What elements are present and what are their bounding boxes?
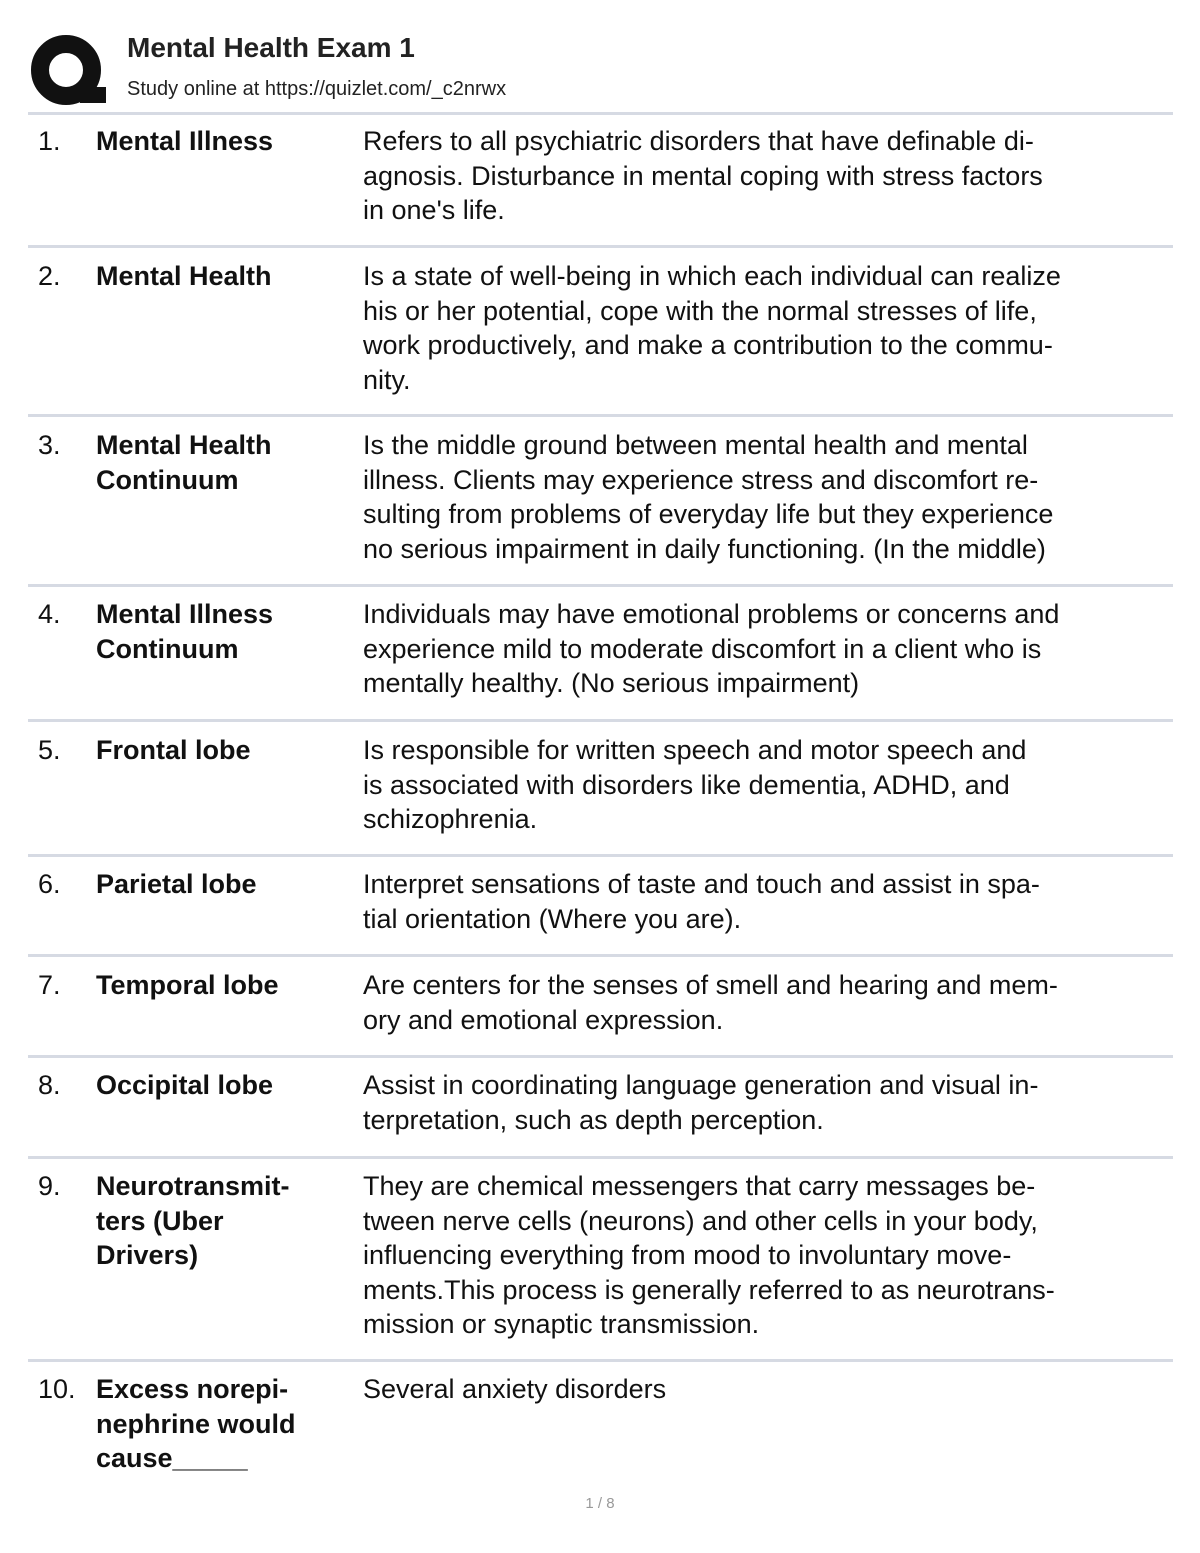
card-number: 9. [38, 1171, 61, 1201]
card-number: 5. [38, 735, 61, 765]
card-term: Parietal lobe [96, 869, 257, 899]
card-number: 1. [38, 126, 61, 156]
divider [28, 112, 1173, 115]
card-number: 10. [38, 1374, 76, 1404]
card-definition: Is responsible for written speech and motor speech and is associated with disorders like dementia, ADHD, and schizophrenia. [363, 735, 1027, 834]
card-term: Mental Illness [96, 126, 274, 156]
card-definition: Individuals may have emotional problems or concerns and experience mild to moderate discomfort in a client who is mentally healthy. (No serious impairment) [363, 599, 1060, 698]
study-online-link[interactable]: Study online at https://quizlet.com/_c2nrwx [127, 78, 507, 100]
divider [28, 954, 1173, 957]
card-term: Neurotransmit- ters (Uber Drivers) [96, 1171, 290, 1270]
card-term: Occipital lobe [96, 1070, 274, 1100]
quizlet-logo-icon [30, 32, 106, 108]
card-term: Mental Health [96, 261, 272, 291]
card-term: Mental Illness Continuum [96, 599, 274, 664]
card-number: 4. [38, 599, 61, 629]
page-header [30, 28, 1172, 112]
divider [28, 1359, 1173, 1362]
card-definition: They are chemical messengers that carry messages be- tween nerve cells (neurons) and other cells in your body, influencing everything from mood to involuntary move- ments.This process is generally referred to as neurotrans- mission or synaptic transmission. [363, 1171, 1055, 1339]
document-title: Mental Health Exam 1 [127, 32, 415, 63]
divider [28, 584, 1173, 587]
card-term: Temporal lobe [96, 970, 279, 1000]
card-number: 3. [38, 430, 61, 460]
divider [28, 245, 1173, 248]
card-definition: Assist in coordinating language generation and visual in- terpretation, such as depth perception. [363, 1070, 1039, 1135]
card-number: 2. [38, 261, 61, 291]
card-number: 8. [38, 1070, 61, 1100]
divider [28, 854, 1173, 857]
card-number: 6. [38, 869, 61, 899]
divider [28, 414, 1173, 417]
card-term: Frontal lobe [96, 735, 251, 765]
card-number: 7. [38, 970, 61, 1000]
card-definition: Refers to all psychiatric disorders that have definable di- agnosis. Disturbance in mental coping with stress factors in one's life. [363, 126, 1043, 225]
card-term: Excess norepi- nephrine would cause_____ [96, 1374, 296, 1473]
card-definition: Several anxiety disorders [363, 1374, 667, 1404]
card-definition: Is a state of well-being in which each individual can realize his or her potential, cope with the normal stresses of life, work productively, and make a contribution to the commu- nity. [363, 261, 1061, 395]
card-definition: Is the middle ground between mental health and mental illness. Clients may experience stress and discomfort re- sulting from problems of everyday life but they experience no serious impairment in daily functioning. (In the middle) [363, 430, 1054, 564]
page-number: 1 / 8 [585, 1495, 615, 1512]
divider [28, 1055, 1173, 1058]
card-term: Mental Health Continuum [96, 430, 272, 495]
divider [28, 719, 1173, 722]
card-definition: Interpret sensations of taste and touch and assist in spa- tial orientation (Where you are). [363, 869, 1040, 934]
divider [28, 1156, 1173, 1159]
card-definition: Are centers for the senses of smell and hearing and mem- ory and emotional expression. [363, 970, 1058, 1035]
